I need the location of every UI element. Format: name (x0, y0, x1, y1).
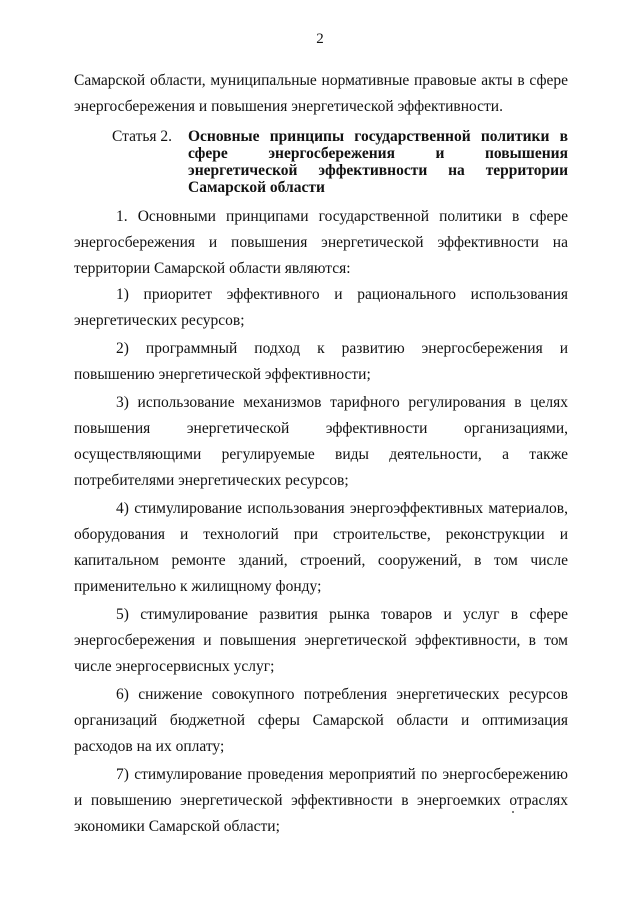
list-item: 1) приоритет эффективного и рационального использования энергетических ресурсов; (74, 286, 568, 329)
list-item: 3) использование механизмов тарифного регулирования в целях повышения энергетической эффективности организациями, осуществляющими регулируемые виды деятельности, а также потребителями энергетических ресурсов; (74, 394, 568, 489)
principles-list (74, 282, 568, 840)
list-item: 5) стимулирование развития рынка товаров и услуг в сфере энергосбережения и повышения энергетической эффективности, в том числе энергосервисных услуг; (74, 606, 568, 675)
scan-speck (512, 811, 514, 813)
article-title: Основные принципы государственной политики в сфере энергосбережения и повышения энергетической эффективности на территории Самарской области (188, 128, 568, 196)
list-item: 7) стимулирование проведения мероприятий по энергосбережению и повышению энергетической эффективности в энергоемких отраслях экономики Самарской области; (74, 766, 568, 835)
list-item: 2) программный подход к развитию энергосбережения и повышению энергетической эффективности; (74, 340, 568, 383)
page-number: 2 (316, 31, 324, 47)
clause-1-intro: 1. Основными принципами государственной политики в сфере энергосбережения и повышения энергетической эффективности на территории Самарской области являются: (74, 208, 568, 277)
document-body (74, 68, 568, 840)
article-label: Статья 2. (112, 128, 173, 145)
list-item: 6) снижение совокупного потребления энергетических ресурсов организаций бюджетной сферы Самарской области и оптимизация расходов на их оплату; (74, 686, 568, 755)
list-item: 4) стимулирование использования энергоэффективных материалов, оборудования и технологий при строительстве, реконструкции и капитальном ремонте зданий, строений, сооружений, в том числе применительно к жилищному фонду; (74, 500, 568, 595)
article-heading (112, 128, 568, 196)
intro-paragraph: Самарской области, муниципальные нормативные правовые акты в сфере энергосбережения и повышения энергетической эффективности. (74, 72, 568, 115)
